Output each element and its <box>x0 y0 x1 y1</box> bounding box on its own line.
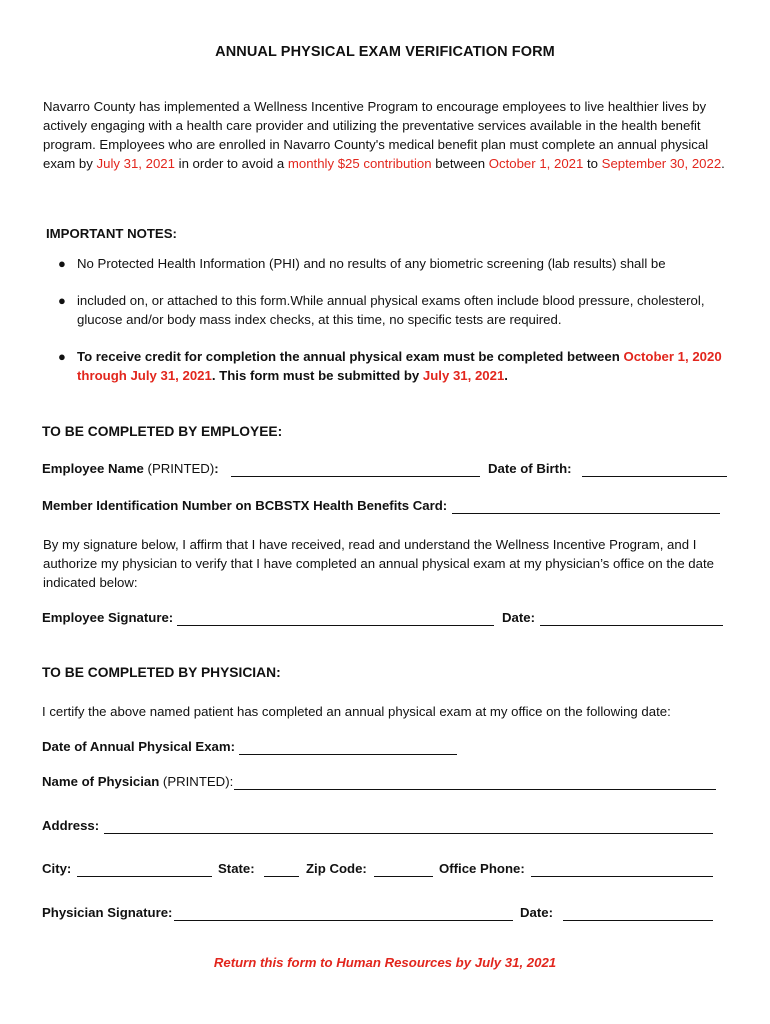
member-id-input[interactable] <box>452 513 720 514</box>
employee-signature-label: Employee Signature: <box>42 610 174 625</box>
city-label: City: <box>42 861 72 876</box>
note-bullet-3-range: October 1, 2020 through July 31, 2021 <box>77 349 722 383</box>
bullet-icon: ● <box>58 256 66 271</box>
physician-name-input[interactable] <box>234 789 716 790</box>
employee-signature-input[interactable] <box>177 625 494 626</box>
intro-text-4: to <box>583 156 602 171</box>
employee-name-input[interactable] <box>231 476 480 477</box>
bullet-icon: ● <box>58 349 66 364</box>
exam-date-input[interactable] <box>239 754 457 755</box>
physician-date-input[interactable] <box>563 920 713 921</box>
dob-input[interactable] <box>582 476 727 477</box>
member-id-label: Member Identification Number on BCBSTX Health Benefits Card: <box>42 498 448 513</box>
address-row <box>42 818 732 838</box>
physician-date-label: Date: <box>520 905 553 920</box>
affirmation-paragraph: By my signature below, I affirm that I have received, read and understand the Wellness Incentive Program, and I authorize my physician to verify that I have completed an annual physical exam at my physician’s office on the date indicated below: <box>43 537 714 590</box>
intro-paragraph <box>43 97 733 173</box>
member-id-row <box>42 498 732 518</box>
intro-text-1: Navarro County has implemented a Wellness Incentive Program to encourage employees to live healthier lives by actively engaging with a health care provider and utilizing the preventative services available in the health benefit program. Employees who are enrolled in Navarro County's medical benefit plan must complete an annual physical exam by <box>43 99 709 171</box>
note-bullet-2 <box>58 291 738 329</box>
note-bullet-3-part2: . This form must be submitted by <box>211 368 423 383</box>
intro-text-5: . <box>721 156 725 171</box>
employee-date-label: Date: <box>502 610 535 625</box>
note-bullet-3-part3: . <box>504 368 508 383</box>
exam-date-row <box>42 739 732 759</box>
important-notes-heading: IMPORTANT NOTES: <box>46 226 177 241</box>
state-label: State: <box>218 861 255 876</box>
city-input[interactable] <box>77 876 212 877</box>
intro-end-date: September 30, 2022 <box>601 156 722 171</box>
zip-input[interactable] <box>374 876 433 877</box>
employee-name-row <box>42 461 732 481</box>
intro-contribution: monthly $25 contribution <box>287 156 432 171</box>
state-input[interactable] <box>264 876 299 877</box>
employee-section-heading: TO BE COMPLETED BY EMPLOYEE: <box>42 424 283 439</box>
physician-name-label: Name of Physician (PRINTED): <box>42 774 234 789</box>
employee-date-input[interactable] <box>540 625 723 626</box>
physician-section-heading: TO BE COMPLETED BY PHYSICIAN: <box>42 665 281 680</box>
physician-certify-text: I certify the above named patient has completed an annual physical exam at my office on the following date: <box>42 704 671 719</box>
office-phone-input[interactable] <box>531 876 713 877</box>
intro-deadline: July 31, 2021 <box>96 156 175 171</box>
physician-signature-label: Physician Signature: <box>42 905 173 920</box>
employee-signature-row <box>42 610 732 630</box>
zip-label: Zip Code: <box>306 861 367 876</box>
address-label: Address: <box>42 818 100 833</box>
form-title: ANNUAL PHYSICAL EXAM VERIFICATION FORM <box>215 44 555 60</box>
employee-name-label: Employee Name (PRINTED): <box>42 461 219 476</box>
note-bullet-3-part1: To receive credit for completion the annual physical exam must be completed between <box>77 349 624 364</box>
intro-start-date: October 1, 2021 <box>488 156 584 171</box>
physician-signature-row <box>42 905 732 925</box>
note-bullet-3-text <box>77 347 738 385</box>
office-phone-label: Office Phone: <box>439 861 525 876</box>
note-bullet-1 <box>58 254 738 273</box>
physician-name-row <box>42 774 732 794</box>
exam-date-label: Date of Annual Physical Exam: <box>42 739 235 754</box>
address-input[interactable] <box>104 833 713 834</box>
physician-signature-input[interactable] <box>174 920 513 921</box>
note-bullet-2-text: included on, or attached to this form.While annual physical exams often include blood pressure, cholesterol, glucose and/or body mass index checks, at this time, no specific tests are required. <box>77 293 705 327</box>
note-bullet-1-text: No Protected Health Information (PHI) and no results of any biometric screening (lab results) shall be <box>77 256 666 271</box>
intro-text-2: in order to avoid a <box>174 156 288 171</box>
bullet-icon: ● <box>58 293 66 308</box>
return-instruction: Return this form to Human Resources by July 31, 2021 <box>213 955 557 970</box>
note-bullet-3-deadline: July 31, 2021 <box>422 368 505 383</box>
intro-text-3: between <box>431 156 489 171</box>
note-bullet-3 <box>58 347 738 385</box>
dob-label: Date of Birth: <box>488 461 572 476</box>
city-state-zip-row <box>42 861 732 881</box>
